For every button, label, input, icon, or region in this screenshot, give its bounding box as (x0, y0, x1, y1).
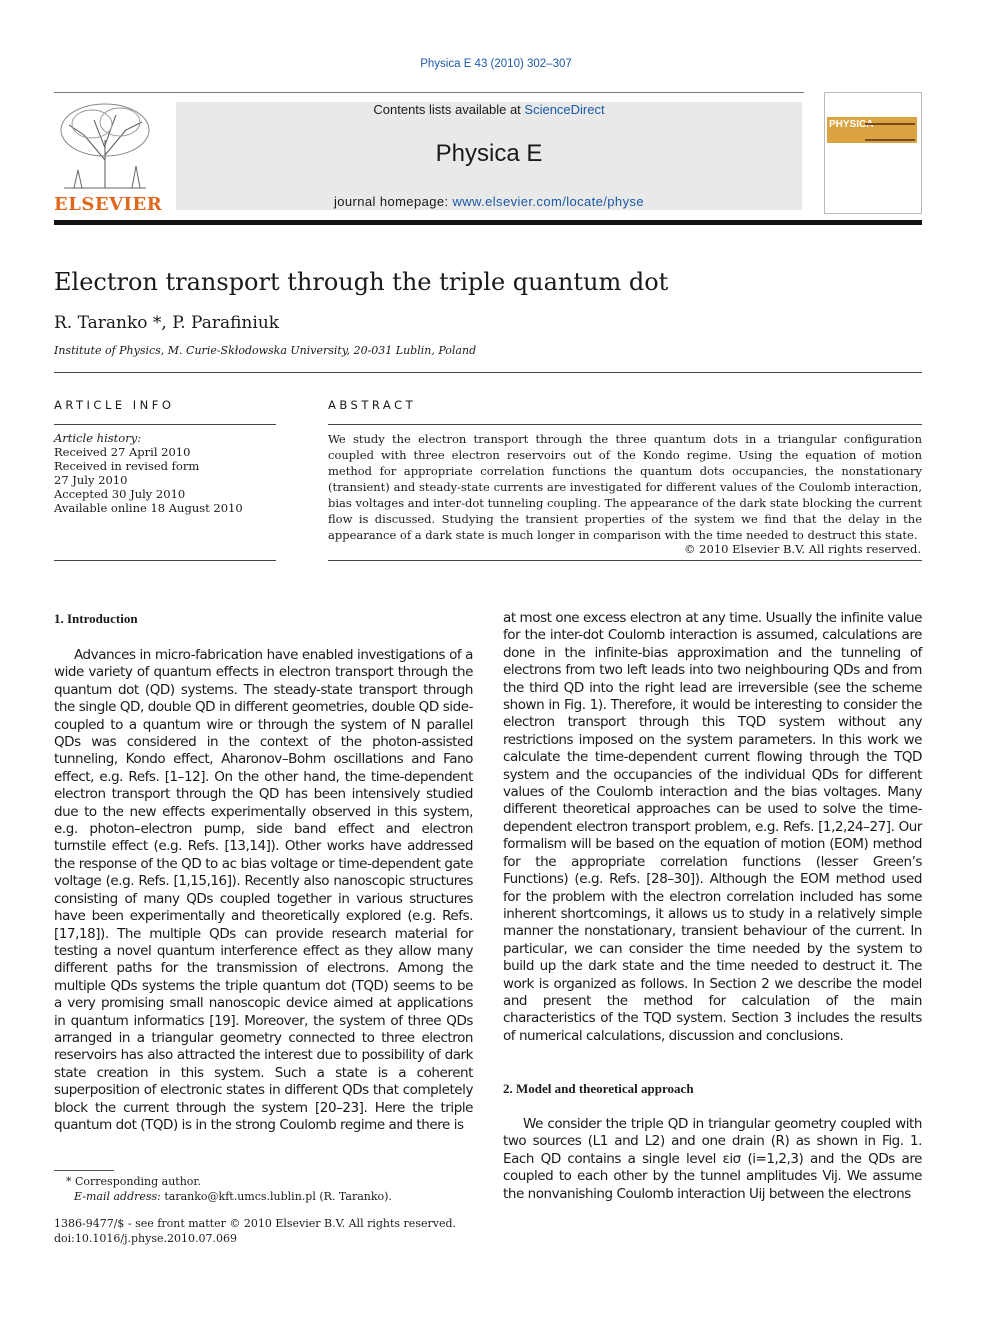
sciencedirect-link[interactable]: ScienceDirect (524, 102, 605, 117)
cover-word: PHYSICA (829, 119, 874, 130)
elsevier-wordmark: ELSEVIER (54, 194, 163, 215)
abstract-heading: ABSTRACT (328, 398, 417, 412)
abstract-rule (328, 424, 922, 425)
email-note (74, 1189, 392, 1204)
header-top-rule (54, 92, 804, 93)
email-label: E-mail address: (74, 1190, 165, 1203)
abstract-text: We study the electron transport through the three quantum dots in a triangular configuration coupled with three electron reservoirs out of the Kondo regime. Using the equation of motion method for appropriate correlation functions the quantum dots occupancies, the nonstationary (transient) and steady-state currents are investigated for different values of the Coulomb interaction, bias voltages and inter-dot tunneling coupling. The appearance of the dark state blocking the current flow is discussed. Studying the transient properties of the system we find that the delay in the appearance of a dark state is much longer in comparison with the time needed to destruct this state. (328, 432, 922, 542)
article-info-rule (54, 424, 276, 425)
intro-body (54, 647, 473, 1134)
issn-line: 1386-9477/$ - see front matter © 2010 Elsevier B.V. All rights reserved. (54, 1217, 456, 1230)
history-item: Received in revised form (54, 459, 200, 473)
history-label: Article history: (54, 431, 142, 445)
article-authors: R. Taranko *, P. Parafiniuk (54, 313, 280, 333)
contents-prefix: Contents lists available at (373, 102, 525, 117)
intro-paragraph: Advances in micro-fabrication have enabled investigations of a wide variety of quantum effects in electron transport through the quantum dot (QD) systems. The steady-state transport through the single QD, double QD in different geometries, double QD side-coupled to a quantum wire or through the system of N parallel QDs was considered in the context of the photon-assisted tunneling, Kondo effect, Aharonov–Bohm oscillations and Fano effect, e.g. Refs. [1–12]. On the other hand, the time-dependent electron transport through the QD has been intensively studied due to the new effects experimentally observed in this system, e.g. photon–electron pump, side band effect and electron turnstile effect (e.g. Refs. [13,14]). Other works have addressed the response of the QD to ac bias voltage or time-dependent gate voltage (e.g. Refs. [1,15,16]). Recently also nanoscopic structures consisting of many QDs coupled together in various structures have been experimentally and theoretically explored (e.g. Refs. [17,18]). The multiple QDs can provide research material for testing a novel quantum interference effect as they allow many different paths for the transmission of electrons. Among the multiple QDs systems the triple quantum dot (TQD) seems to be a very promising small nanoscopic device aimed at applications in quantum informatics [19]. Moreover, the system of three QDs arranged in a triangular geometry connected to three electron reservoirs has also attracted the interest due to possibility of dark state creation in this system. Such a state is a coherent superposition of electronic states in different QDs that completely block the current through the system [20–23]. Here the triple quantum dot (TQD) is in the strong Coulomb regime and there is (54, 647, 473, 1133)
homepage-link[interactable]: www.elsevier.com/locate/physe (452, 194, 644, 209)
homepage-line (176, 194, 802, 209)
article-info-bottom-rule (54, 560, 276, 561)
history-item: Received 27 April 2010 (54, 445, 191, 459)
history-item: Available online 18 August 2010 (54, 501, 243, 515)
article-history (54, 431, 276, 515)
doi-line[interactable]: doi:10.1016/j.physe.2010.07.069 (54, 1232, 237, 1245)
history-item: 27 July 2010 (54, 473, 128, 487)
header-bottom-rule (54, 220, 922, 225)
model-paragraph: We consider the triple QD in triangular geometry coupled with two sources (L1 and L2) and one drain (R) as shown in Fig. 1. Each QD contains a single level εiσ (i=1,2,3) and the QDs are coupled to each other by the tunnel amplitudes Vij. We assume the nonvanishing Coulomb interaction Uij between the electrons (503, 1116, 922, 1202)
author-email[interactable]: taranko@kft.umcs.lublin.pl (R. Taranko). (164, 1190, 392, 1203)
article-info-heading: ARTICLE INFO (54, 398, 175, 412)
journal-title: Physica E (435, 140, 543, 167)
abstract-copyright: © 2010 Elsevier B.V. All rights reserved. (684, 542, 921, 556)
article-affiliation: Institute of Physics, M. Curie-Skłodowska University, 20-031 Lublin, Poland (54, 344, 477, 357)
model-body (503, 1116, 922, 1203)
intro-heading: 1. Introduction (54, 611, 138, 626)
contents-line (176, 102, 802, 117)
intro-continued-body (503, 610, 922, 1045)
corresponding-author-note: * Corresponding author. (66, 1175, 201, 1188)
abstract-bottom-rule (328, 560, 922, 561)
journal-cover-thumbnail[interactable] (824, 92, 922, 214)
intro-continued-paragraph: at most one excess electron at any time. Usually the infinite value for the inter-dot Coulomb interaction is assumed, calculations are done in the infinite-bias approximation and the tunneling of electrons from two left leads into two neighbouring QDs and from the third QD into the right lead are irreversible (see the scheme shown in Fig. 1). Therefore, it would be interesting to consider the electron transport through this TQD system without any restrictions imposed on the system parameters. In this work we calculate the time-dependent current flowing through the TQD system and the occupancies of the individual QDs for different values of the Coulomb interaction and the bias voltages. Many different theoretical approaches can be used to solve the time-dependent electron transport problem, e.g. Refs. [1,2,24–27]. Our formalism will be based on the equation of motion (EOM) method for the appropriate correlation functions (lesser Green’s Functions) (e.g. Refs. [28–30]). Although the EOM method used for the problem with the electron correlation included has some inherent shortcomings, it allows us to study in a relatively simple manner the nonstationary, transient behaviour of the current. In particular, we can consider the time needed by the system to build up the dark state and the time needed to destruct it. The work is organized as follows. In Section 2 we describe the model and present the method for calculation of the main characteristics of the TQD system. Section 3 includes the results of numerical calculations, discussion and conclusions. (503, 610, 922, 1044)
article-title: Electron transport through the triple quantum dot (54, 268, 669, 296)
history-item: Accepted 30 July 2010 (54, 487, 186, 501)
title-divider (54, 372, 922, 373)
cover-decoration (865, 123, 915, 141)
homepage-prefix: journal homepage: (333, 194, 453, 209)
journal-citation[interactable]: Physica E 43 (2010) 302–307 (420, 58, 572, 70)
footnote-rule (54, 1170, 114, 1171)
model-heading: 2. Model and theoretical approach (503, 1081, 694, 1096)
